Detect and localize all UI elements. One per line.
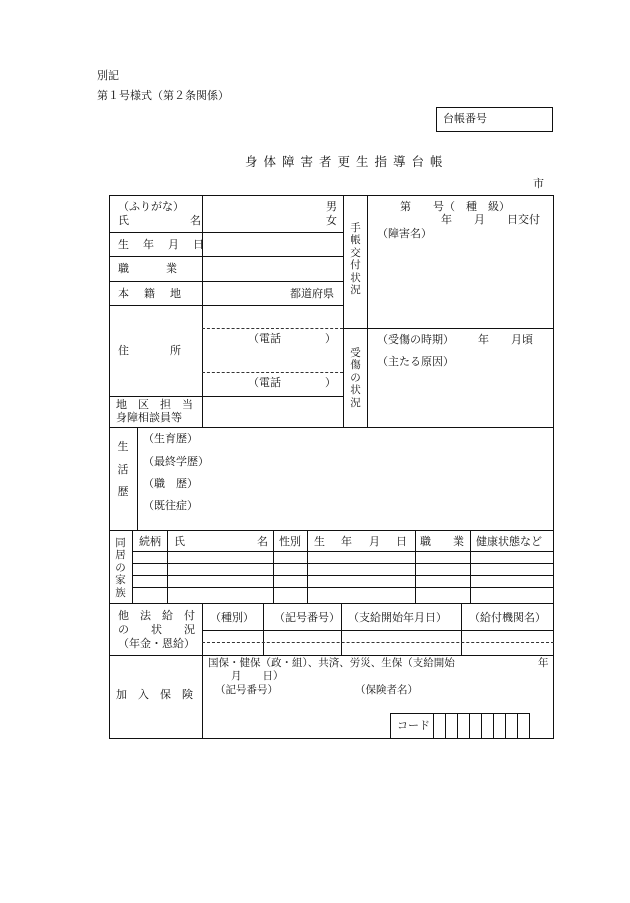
domicile-label: 本 籍 地	[118, 287, 183, 300]
history-item-career: （職 歴）	[143, 477, 198, 490]
furigana-label: （ふりがな）	[118, 200, 184, 213]
insurance-label: 加 入 保 険	[116, 688, 193, 701]
code-digit-cell[interactable]	[505, 713, 506, 739]
insurance-month-day-line: 月 日）	[231, 670, 284, 682]
history-item-upbringing: （生育歴）	[143, 432, 198, 445]
city-label: 市	[533, 177, 544, 190]
handbook-side-label: 手帳交付状況	[350, 222, 361, 296]
family-side-label: 同居の家族	[115, 537, 126, 599]
prefecture-suffix: 都道府県	[290, 287, 334, 300]
family-col-job-2: 業	[453, 535, 464, 548]
benefits-col-symbol: （記号番号）	[274, 611, 340, 624]
name-label: 氏 名	[118, 214, 202, 227]
injury-side-label: 受傷の状況	[350, 347, 361, 409]
code-digit-cell[interactable]	[493, 713, 494, 739]
history-side-label: 生活歴	[117, 440, 129, 499]
code-digit-cell[interactable]	[457, 713, 458, 739]
benefits-col-agency: （給付機関名）	[469, 611, 546, 624]
code-digit-cell[interactable]	[517, 713, 518, 739]
page-title: 身体障害者更生指導台帳	[245, 154, 449, 169]
birthdate-label: 生年月日	[118, 238, 218, 251]
occupation-field[interactable]	[203, 257, 342, 280]
history-item-illness: （既往症）	[143, 499, 198, 512]
family-col-sex: 性別	[279, 535, 301, 548]
counselor-label-1: 地 区 担 当	[116, 398, 193, 411]
sex-male-option[interactable]: 男	[326, 200, 337, 213]
insurance-code-label: コード	[397, 719, 430, 732]
address-label: 住 所	[118, 344, 183, 357]
benefits-label-3: （年金・恩給）	[118, 637, 195, 650]
history-item-education: （最終学歴）	[143, 455, 209, 468]
injury-cause-label: （主たる原因）	[377, 355, 454, 368]
family-col-health: 健康状態など	[476, 535, 542, 548]
family-col-birth-2: 年	[341, 535, 352, 548]
family-col-birth-1: 生	[314, 535, 325, 548]
insurance-year-suffix: 年	[538, 657, 549, 669]
benefits-label-1: 他 法 給 付	[118, 609, 195, 622]
family-col-birth-3: 月	[369, 535, 380, 548]
injury-time-label: （受傷の時期）	[377, 333, 454, 346]
insurance-insurer-label: （保険者名）	[355, 684, 418, 696]
benefits-col-type: （種別）	[210, 611, 254, 624]
code-digit-cell[interactable]	[481, 713, 482, 739]
birthdate-field[interactable]	[203, 233, 342, 255]
form-number-label: 第１号様式（第２条関係）	[97, 89, 229, 102]
family-col-name-1: 氏	[174, 535, 185, 548]
phone-label-1: （電話 ）	[248, 332, 336, 345]
register-number-label: 台帳番号	[443, 112, 487, 125]
handbook-number-line: 第 号（ 種 級）	[400, 200, 510, 213]
code-digit-cell[interactable]	[445, 713, 446, 739]
name-field[interactable]	[203, 196, 313, 231]
phone-label-2: （電話 ）	[248, 376, 336, 389]
family-col-relation: 続柄	[139, 535, 161, 548]
insurance-symbol-no-label: （記号番号）	[215, 684, 278, 696]
family-col-birth-4: 日	[396, 535, 407, 548]
note-label: 別記	[97, 69, 119, 82]
disability-name-label: （障害名）	[377, 227, 432, 240]
family-col-name-2: 名	[257, 535, 268, 548]
insurance-types-line: 国保・健保（政・組）、共済、労災、生保（支給開始	[208, 657, 455, 669]
benefits-label-2: の 状 況	[118, 623, 195, 636]
handbook-issue-date-line: 年 月 日交付	[441, 213, 540, 226]
occupation-label: 職 業	[118, 262, 178, 275]
injury-time-suffix: 年 月頃	[478, 333, 533, 346]
sex-female-option[interactable]: 女	[326, 214, 337, 227]
benefits-col-start: （支給開始年月日）	[348, 611, 447, 624]
counselor-label-2: 身障相談員等	[116, 411, 182, 424]
family-col-job-1: 職	[420, 535, 431, 548]
code-digit-cell[interactable]	[469, 713, 470, 739]
